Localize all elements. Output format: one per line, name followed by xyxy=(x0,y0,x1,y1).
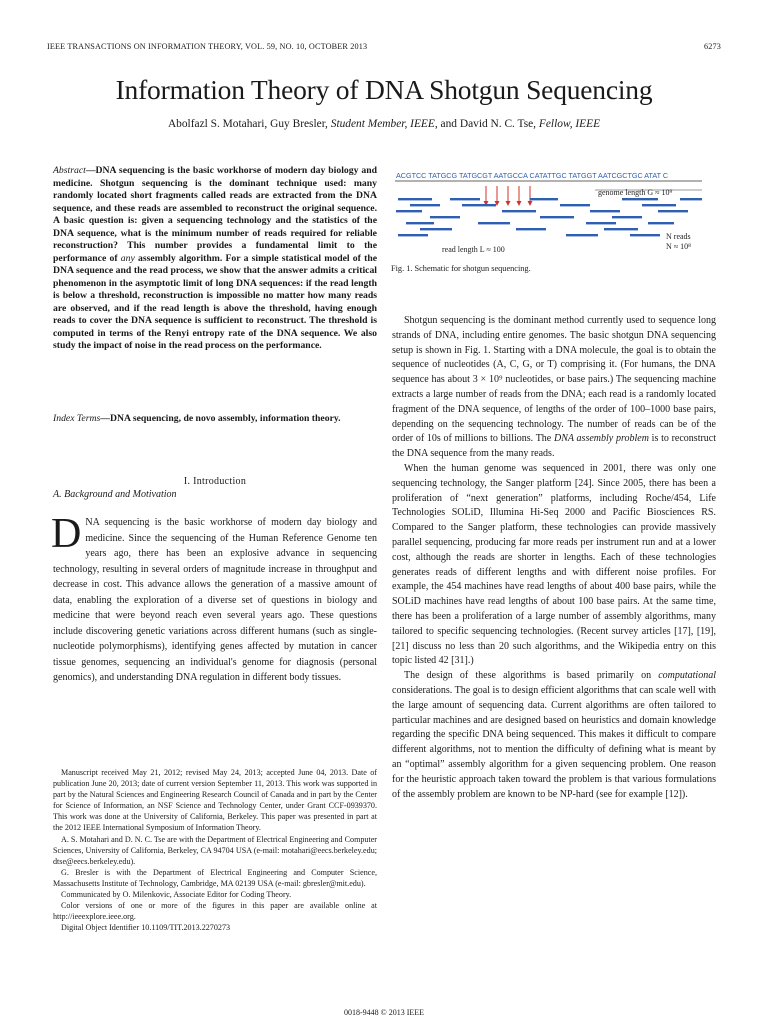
abstract-text-2: assembly algorithm. For a simple statistical model of the DNA sequence and the read process, we show that the answer admits a critical phenomenon in the asymptotic limit of long DNA sequences: if the read length is below a threshold, reconstruction is impossible no matter how many reads are observed, and if the read length is above the threshold, having enough reads to cover the DNA sequence is sufficient to reconstruct. The threshold is computed in terms of the Renyi entropy rate of the DNA sequence. We also study the impact of noise in the read process on the performance. xyxy=(53,252,378,351)
read-fragment-3-1 xyxy=(540,216,574,218)
p3-emphasis: computational xyxy=(658,670,716,682)
footnote-affiliation-2: G. Bresler is with the Department of Electrical Engineering and Computer Science, Massachusetts Institute of Technology, Cambridge, MA 02139 USA (e-mail: gbresler@mit.edu). xyxy=(53,867,377,888)
read-fragment-0-4 xyxy=(680,198,702,200)
drop-cap: D xyxy=(51,511,82,557)
read-length-label: read length L ≈ 100 xyxy=(442,245,505,254)
read-fragment-0-1 xyxy=(450,198,480,200)
footnote-received: Manuscript received May 21, 2012; revised May 24, 2013; accepted June 04, 2013. Date of publication June 20, 2013; date of current version September 11, 2013. This work was supported in part by the Natural Sciences and Engineering Research Council of Canada and in part by the Center for Science of Information, an NSF Science and Technology Center, under Grant CCF-0939370. This work was done at the University of California, Berkeley. This paper was presented in part at the 2012 IEEE International Symposium of Information Theory. xyxy=(53,768,377,833)
footnotes xyxy=(53,767,377,933)
footnote-affiliation-1: A. S. Motahari and D. N. C. Tse are with the Department of Electrical Engineering and Computer Sciences, University of California, Berkeley, CA 94704 USA (e-mail: motahari@eecs.berkeley.edu; dtse@eecs.berkeley.edu). xyxy=(53,834,377,866)
p1-text-a: Shotgun sequencing is the dominant method currently used to sequence long strands of DNA, including entire genomes. The basic shotgun DNA sequencing setup is shown in Fig. 1. Starting with a DNA molecule, the goal is to obtain the sequence of nucleotides (A, C, G, or T) comprising it. (For humans, the DNA sequence has about 3 × 10⁹ nucleotides, or base pairs.) The sequencing machine extracts a large number of reads from the DNA; each read is a randomly located fragment of the DNA sequence, of lengths of the order of 100–1000 base pairs, depending on the sequencing technology. The number of reads can be of the order of 10s of millions to billions. The xyxy=(392,315,716,445)
paragraph-design xyxy=(392,669,716,802)
figure-1 xyxy=(390,166,715,266)
journal-info: IEEE TRANSACTIONS ON INFORMATION THEORY, VOL. 59, NO. 10, OCTOBER 2013 xyxy=(47,42,368,51)
genome-length-label: genome length G ≈ 10⁹ xyxy=(598,188,673,197)
read-fragment-2-0 xyxy=(396,210,422,212)
read-fragment-4-0 xyxy=(406,222,434,224)
read-fragment-0-2 xyxy=(530,198,558,200)
read-fragment-3-0 xyxy=(430,216,460,218)
author-bresler-role: Student Member, IEEE, xyxy=(330,118,438,130)
read-fragment-1-3 xyxy=(642,204,676,206)
copyright-footer: 0018-9448 © 2013 IEEE xyxy=(343,1008,425,1017)
fragment-arrow-head-3 xyxy=(517,201,522,206)
read-fragment-2-2 xyxy=(590,210,620,212)
shotgun-schematic xyxy=(390,166,715,266)
author-bresler: Guy Bresler, xyxy=(270,118,328,130)
read-fragment-2-3 xyxy=(658,210,688,212)
paper-title: Information Theory of DNA Shotgun Sequencing xyxy=(115,74,653,105)
p1-emphasis: DNA assembly problem xyxy=(554,433,649,445)
fragment-arrow-head-2 xyxy=(506,201,511,206)
paragraph-platforms: When the human genome was sequenced in 2001, there was only one sequencing technology, the Sanger platform [24]. Since 2005, there has been a proliferation of “next generation” platforms, including Roche/454, Life Technologies SOLiD, Illumina Hi-Seq 2000 and Pacific Biosciences RS. Compared to the Sanger platform, these technologies can provide massively parallel sequencing, producing far more reads per instrument run and at a lower cost, although the reads are shorter in lengths. Each of these technologies generates reads of different lengths and with different noise profiles. For example, the 454 machines have read lengths of about 400 base pairs, while the SOLiD machines have read lengths of about 100 base pairs. At the same time, there has been a proliferation of a large number of assembly algorithms, many tailored to specific sequencing technologies. (Recent survey articles [17], [19], [21] discuss no less than 20 such algorithms, and the Wikipedia entry on this topic listed 42 [31].) xyxy=(392,462,716,667)
read-fragment-5-2 xyxy=(604,228,638,230)
index-terms xyxy=(53,413,377,426)
dna-sequence-text: ACGTCC TATGCG TATGCGT AATGCCA CATATTGC TATGGT AATCGCTGC ATAT C xyxy=(396,171,669,180)
reads-approx-label: N ≈ 10⁸ xyxy=(666,242,691,251)
figure-caption: Fig. 1. Schematic for shotgun sequencing. xyxy=(391,264,531,273)
footnote-doi: Digital Object Identifier 10.1109/TIT.2013.2270273 xyxy=(61,923,231,933)
fragment-arrows xyxy=(484,186,533,206)
page-number: 6273 xyxy=(704,42,721,51)
read-fragment-6-2 xyxy=(630,234,660,236)
subsection-heading: A. Background and Motivation xyxy=(53,489,177,500)
read-fragment-1-1 xyxy=(462,204,496,206)
read-fragment-3-2 xyxy=(612,216,642,218)
abstract-text-1: —DNA sequencing is the basic workhorse of modern day biology and medicine. Shotgun sequencing is the dominant technique used: many randomly located short fragments called reads are extracted from the DNA sequence, and these reads are assembled to reconstruct the original sequence. A basic question is: given a sequencing technology and the statistics of the DNA sequence, what is the minimum number of reads required for reliable reconstruction? This number provides a fundamental limit to the performance of xyxy=(53,165,377,264)
author-motahari: Abolfazl S. Motahari, xyxy=(167,118,268,130)
reads-count-label: N reads xyxy=(666,232,691,241)
author-tse: David N. C. Tse, xyxy=(459,118,537,130)
abstract xyxy=(53,165,377,353)
right-column xyxy=(392,314,716,802)
read-fragment-4-2 xyxy=(586,222,616,224)
abstract-any: any xyxy=(120,252,135,264)
read-fragment-4-1 xyxy=(478,222,510,224)
abstract-label: Abstract xyxy=(53,165,86,176)
p3-text-b: considerations. The goal is to design efficient algorithms that can scale well with the large amount of sequencing data. Current algorithms are often tailored to particular machines and are designed based on heuristics and domain knowledge regarding the specific DNA being sequenced. This makes it difficult to compare different algorithms, not to mention the difficulty of defining what is meant by an “optimal” assembly algorithm for a given sequencing problem. One reason for the heuristic approach taken toward the problem is that various formulations of the assembly problem are known to be NP-hard (see for example [12]). xyxy=(392,684,716,800)
intro-text: NA sequencing is the basic workhorse of modern day biology and medicine. Since the sequencing of the Human Reference Genome ten years ago, there has been an explosive advance in sequencing technology, resulting in several orders of magnitude increase in throughput and decrease in cost. This advance allows the generation of a massive amount of data, enabling the exploration of a diverse set of questions in biology and medicine that were beyond reach even several years ago. These questions include discovering genetic variations across different humans (such as single-nucleotide polymorphisms), identifying genes affected by mutation in cancer tissue genomes, sequencing an individual's genome for diagnosis (personal genomics), and understanding DNA regulation in different body tissues. xyxy=(53,517,377,683)
p1-text-b: is to reconstruct the DNA sequence from the many reads. xyxy=(392,433,717,460)
author-list xyxy=(0,118,768,130)
read-fragment-1-2 xyxy=(560,204,590,206)
read-fragment-6-1 xyxy=(566,234,598,236)
read-fragment-2-1 xyxy=(502,210,536,212)
running-head xyxy=(47,42,721,51)
intro-paragraph xyxy=(51,511,377,686)
read-fragment-6-0 xyxy=(398,234,428,236)
author-tse-role: Fellow, IEEE xyxy=(538,118,601,130)
footnote-color: Color versions of one or more of the figures in this paper are available online at http://ieeexplore.ieee.org. xyxy=(53,901,377,922)
fragment-arrow-head-4 xyxy=(528,201,533,206)
footnote-communicated: Communicated by O. Milenkovic, Associate Editor for Coding Theory. xyxy=(61,890,292,900)
read-fragment-5-1 xyxy=(516,228,546,230)
read-fragment-1-0 xyxy=(410,204,440,206)
read-fragment-0-3 xyxy=(622,198,658,200)
p3-text-a: The design of these algorithms is based primarily on xyxy=(404,670,652,682)
read-fragment-0-0 xyxy=(398,198,432,200)
read-fragments xyxy=(396,198,702,236)
author-conjunction: and xyxy=(440,118,457,130)
section-heading: I. Introduction xyxy=(183,476,247,487)
read-fragment-5-0 xyxy=(420,228,452,230)
read-fragment-4-3 xyxy=(648,222,674,224)
paragraph-shotgun xyxy=(392,314,716,462)
index-terms-label: Index Terms xyxy=(53,413,101,424)
index-terms-text: —DNA sequencing, de novo assembly, information theory. xyxy=(100,413,341,424)
